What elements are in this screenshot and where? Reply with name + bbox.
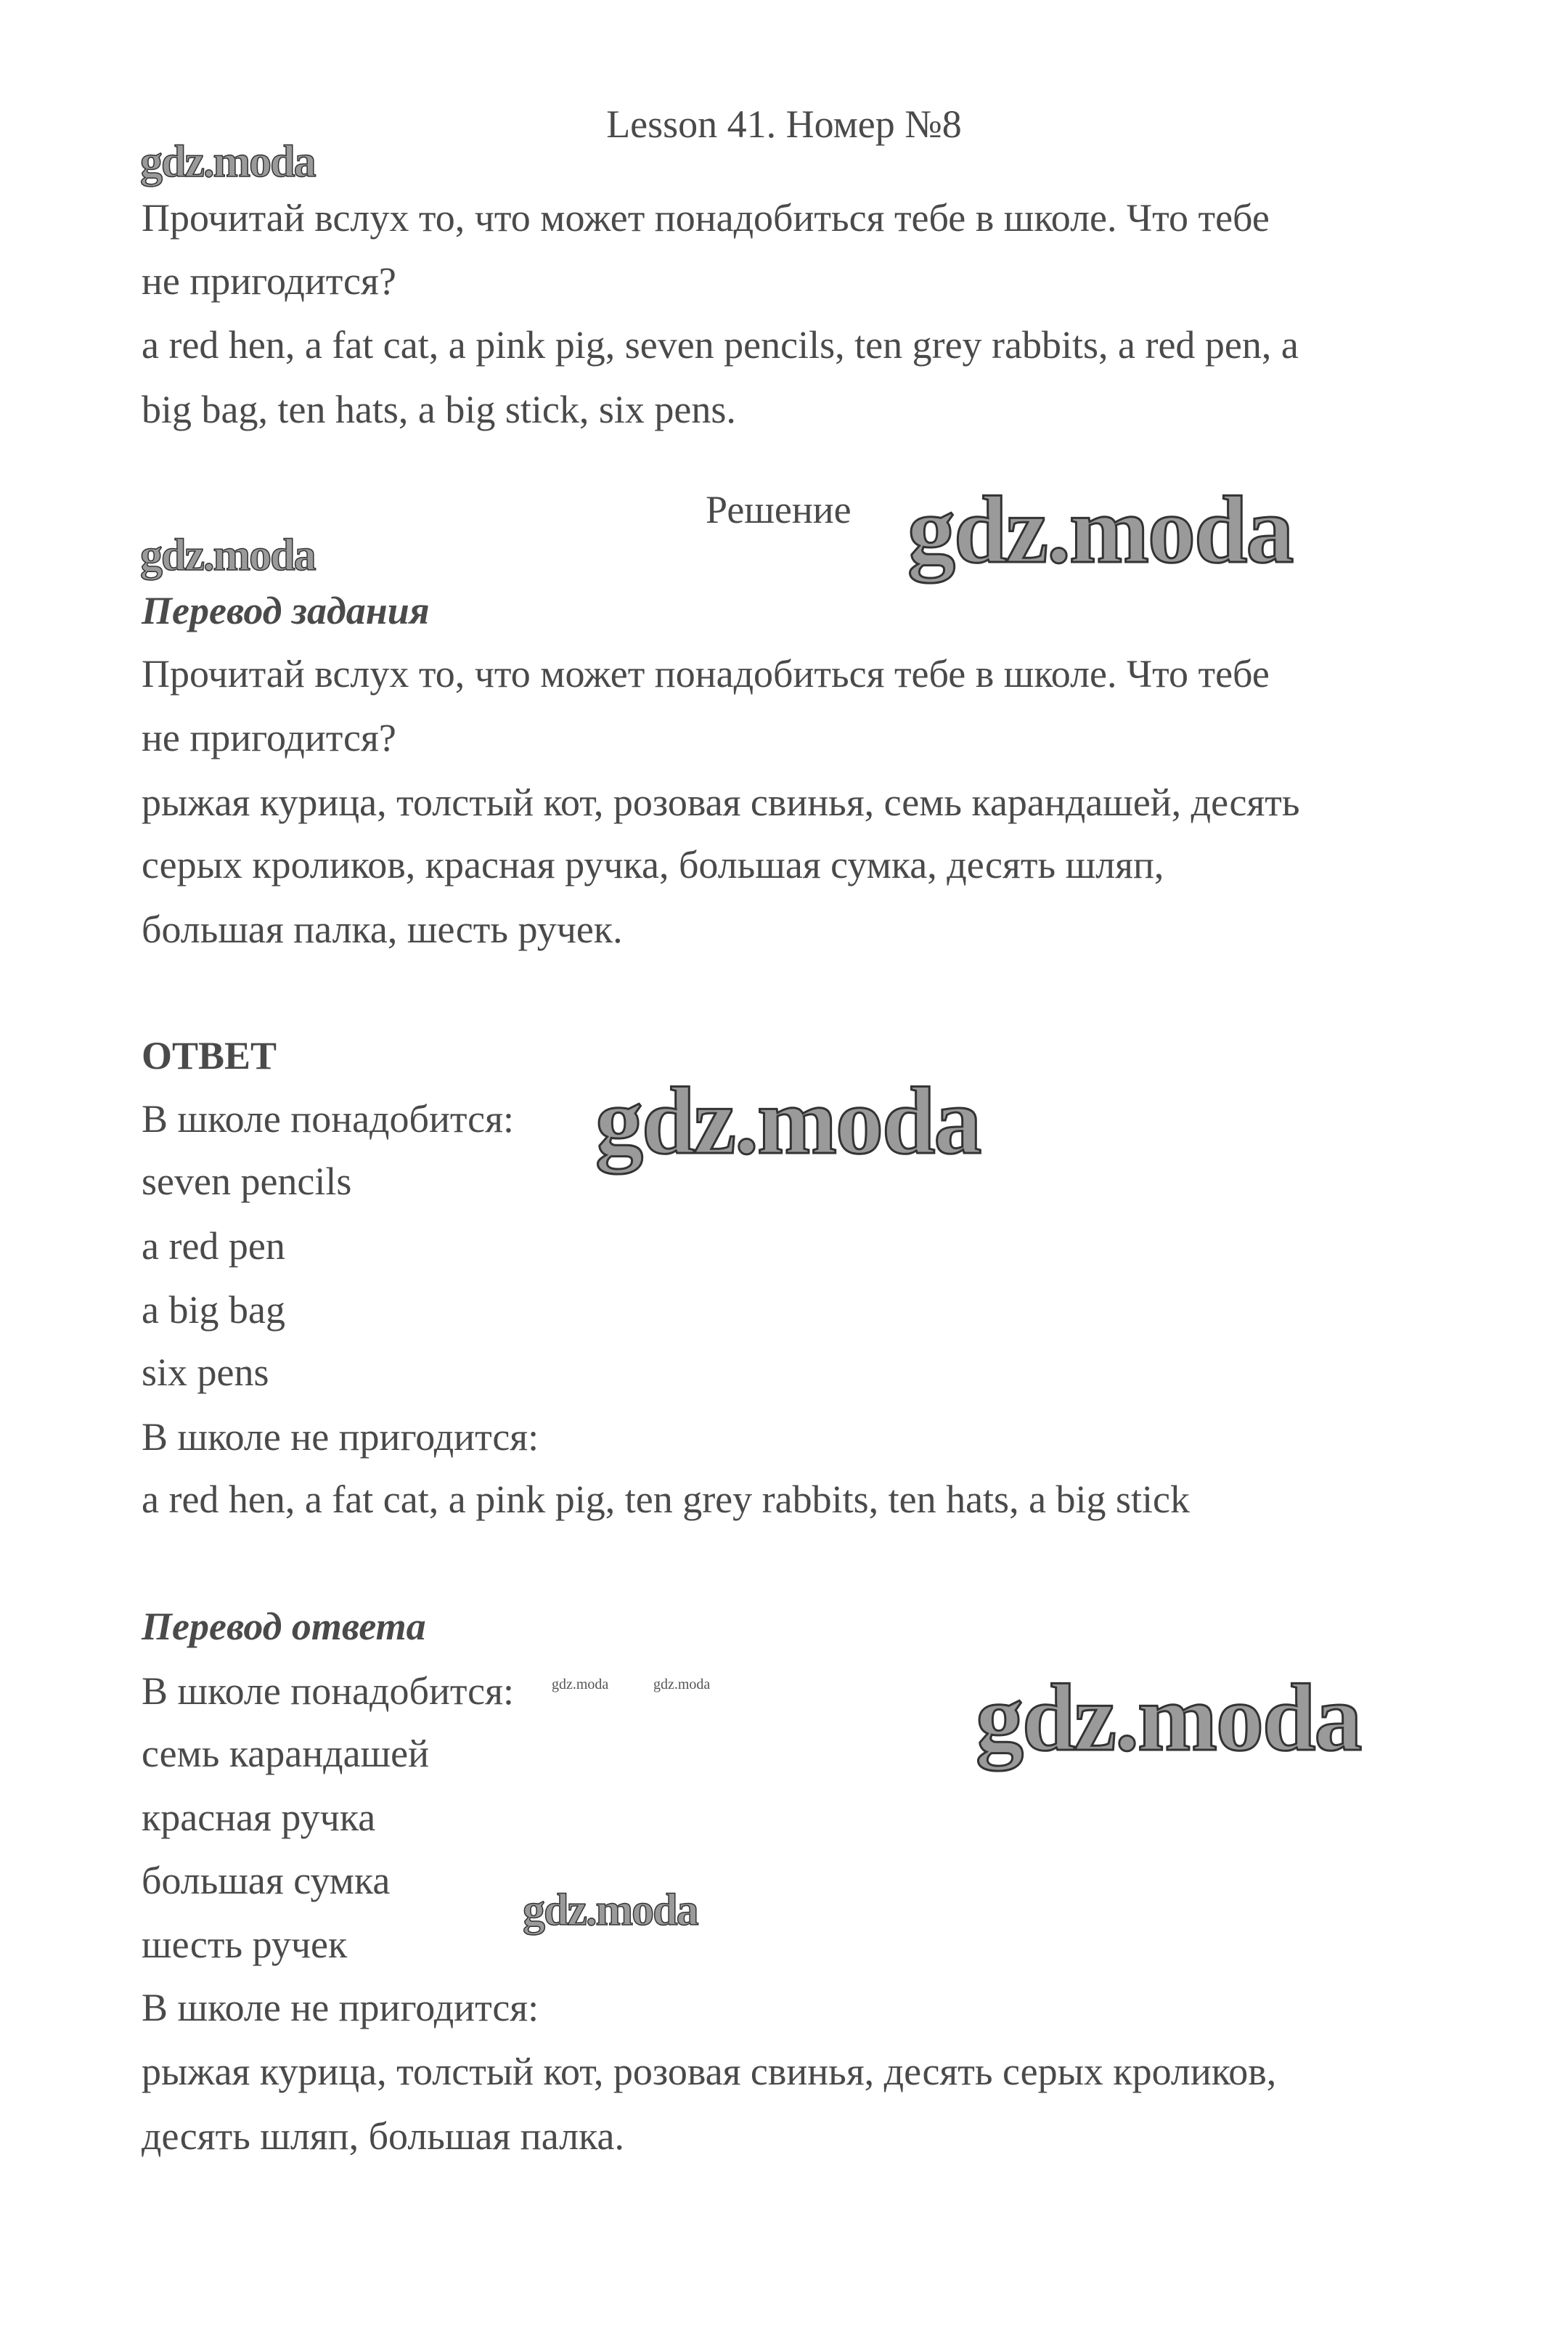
answer-line: seven pencils	[142, 1160, 352, 1203]
answer-translation-line: большая сумка	[142, 1859, 391, 1902]
translation-line: рыжая курица, толстый кот, розовая свинья, семь карандашей, десять	[142, 781, 1300, 824]
answer-heading: ОТВЕТ	[142, 1034, 277, 1077]
translation-line: Прочитай вслух то, что может понадобиться тебе в школе. Что тебе	[142, 652, 1270, 696]
answer-translation-line: шесть ручек	[142, 1923, 348, 1966]
translation-line: не пригодится?	[142, 716, 396, 759]
watermark-logo: gdz.moda	[140, 137, 315, 187]
answer-translation-line: рыжая курица, толстый кот, розовая свинья, десять серых кроликов,	[142, 2050, 1277, 2093]
watermark-logo: gdz.moda	[653, 1676, 711, 1692]
watermark-logo: gdz.moda	[523, 1886, 698, 1935]
watermark-logo: gdz.moda	[595, 1067, 981, 1174]
answer-line: В школе понадобится:	[142, 1097, 514, 1141]
answer-translation-heading: Перевод ответа	[142, 1605, 426, 1648]
answer-translation-line: десять шляп, большая палка.	[142, 2114, 624, 2158]
translation-line: большая палка, шесть ручек.	[142, 908, 623, 951]
answer-translation-line: семь карандашей	[142, 1732, 430, 1775]
answer-translation-line: В школе не пригодится:	[142, 1986, 539, 2029]
answer-line: six pens	[142, 1350, 269, 1394]
watermark-logo: gdz.moda	[552, 1676, 609, 1692]
task-line: Прочитай вслух то, что может понадобиться тебе в школе. Что тебе	[142, 196, 1270, 240]
solution-label: Решение	[706, 488, 852, 531]
task-line: a red hen, a fat cat, a pink pig, seven pencils, ten grey rabbits, a red pen, a	[142, 323, 1299, 367]
answer-line: a big bag	[142, 1288, 285, 1332]
page-title: Lesson 41. Номер №8	[606, 102, 962, 146]
translation-heading: Перевод задания	[142, 589, 430, 632]
watermark-logo: gdz.moda	[976, 1664, 1361, 1771]
translation-line: серых кроликов, красная ручка, большая сумка, десять шляп,	[142, 843, 1164, 887]
answer-line: a red pen	[142, 1224, 285, 1268]
watermark-logo: gdz.moda	[907, 476, 1293, 583]
answer-translation-line: красная ручка	[142, 1796, 376, 1839]
answer-line: В школе не пригодится:	[142, 1415, 539, 1459]
task-line: big bag, ten hats, a big stick, six pens.	[142, 388, 736, 431]
answer-translation-line: В школе понадобится:	[142, 1669, 514, 1713]
answer-line: a red hen, a fat cat, a pink pig, ten grey rabbits, ten hats, a big stick	[142, 1478, 1191, 1521]
task-line: не пригодится?	[142, 259, 396, 303]
watermark-logo: gdz.moda	[140, 531, 315, 580]
